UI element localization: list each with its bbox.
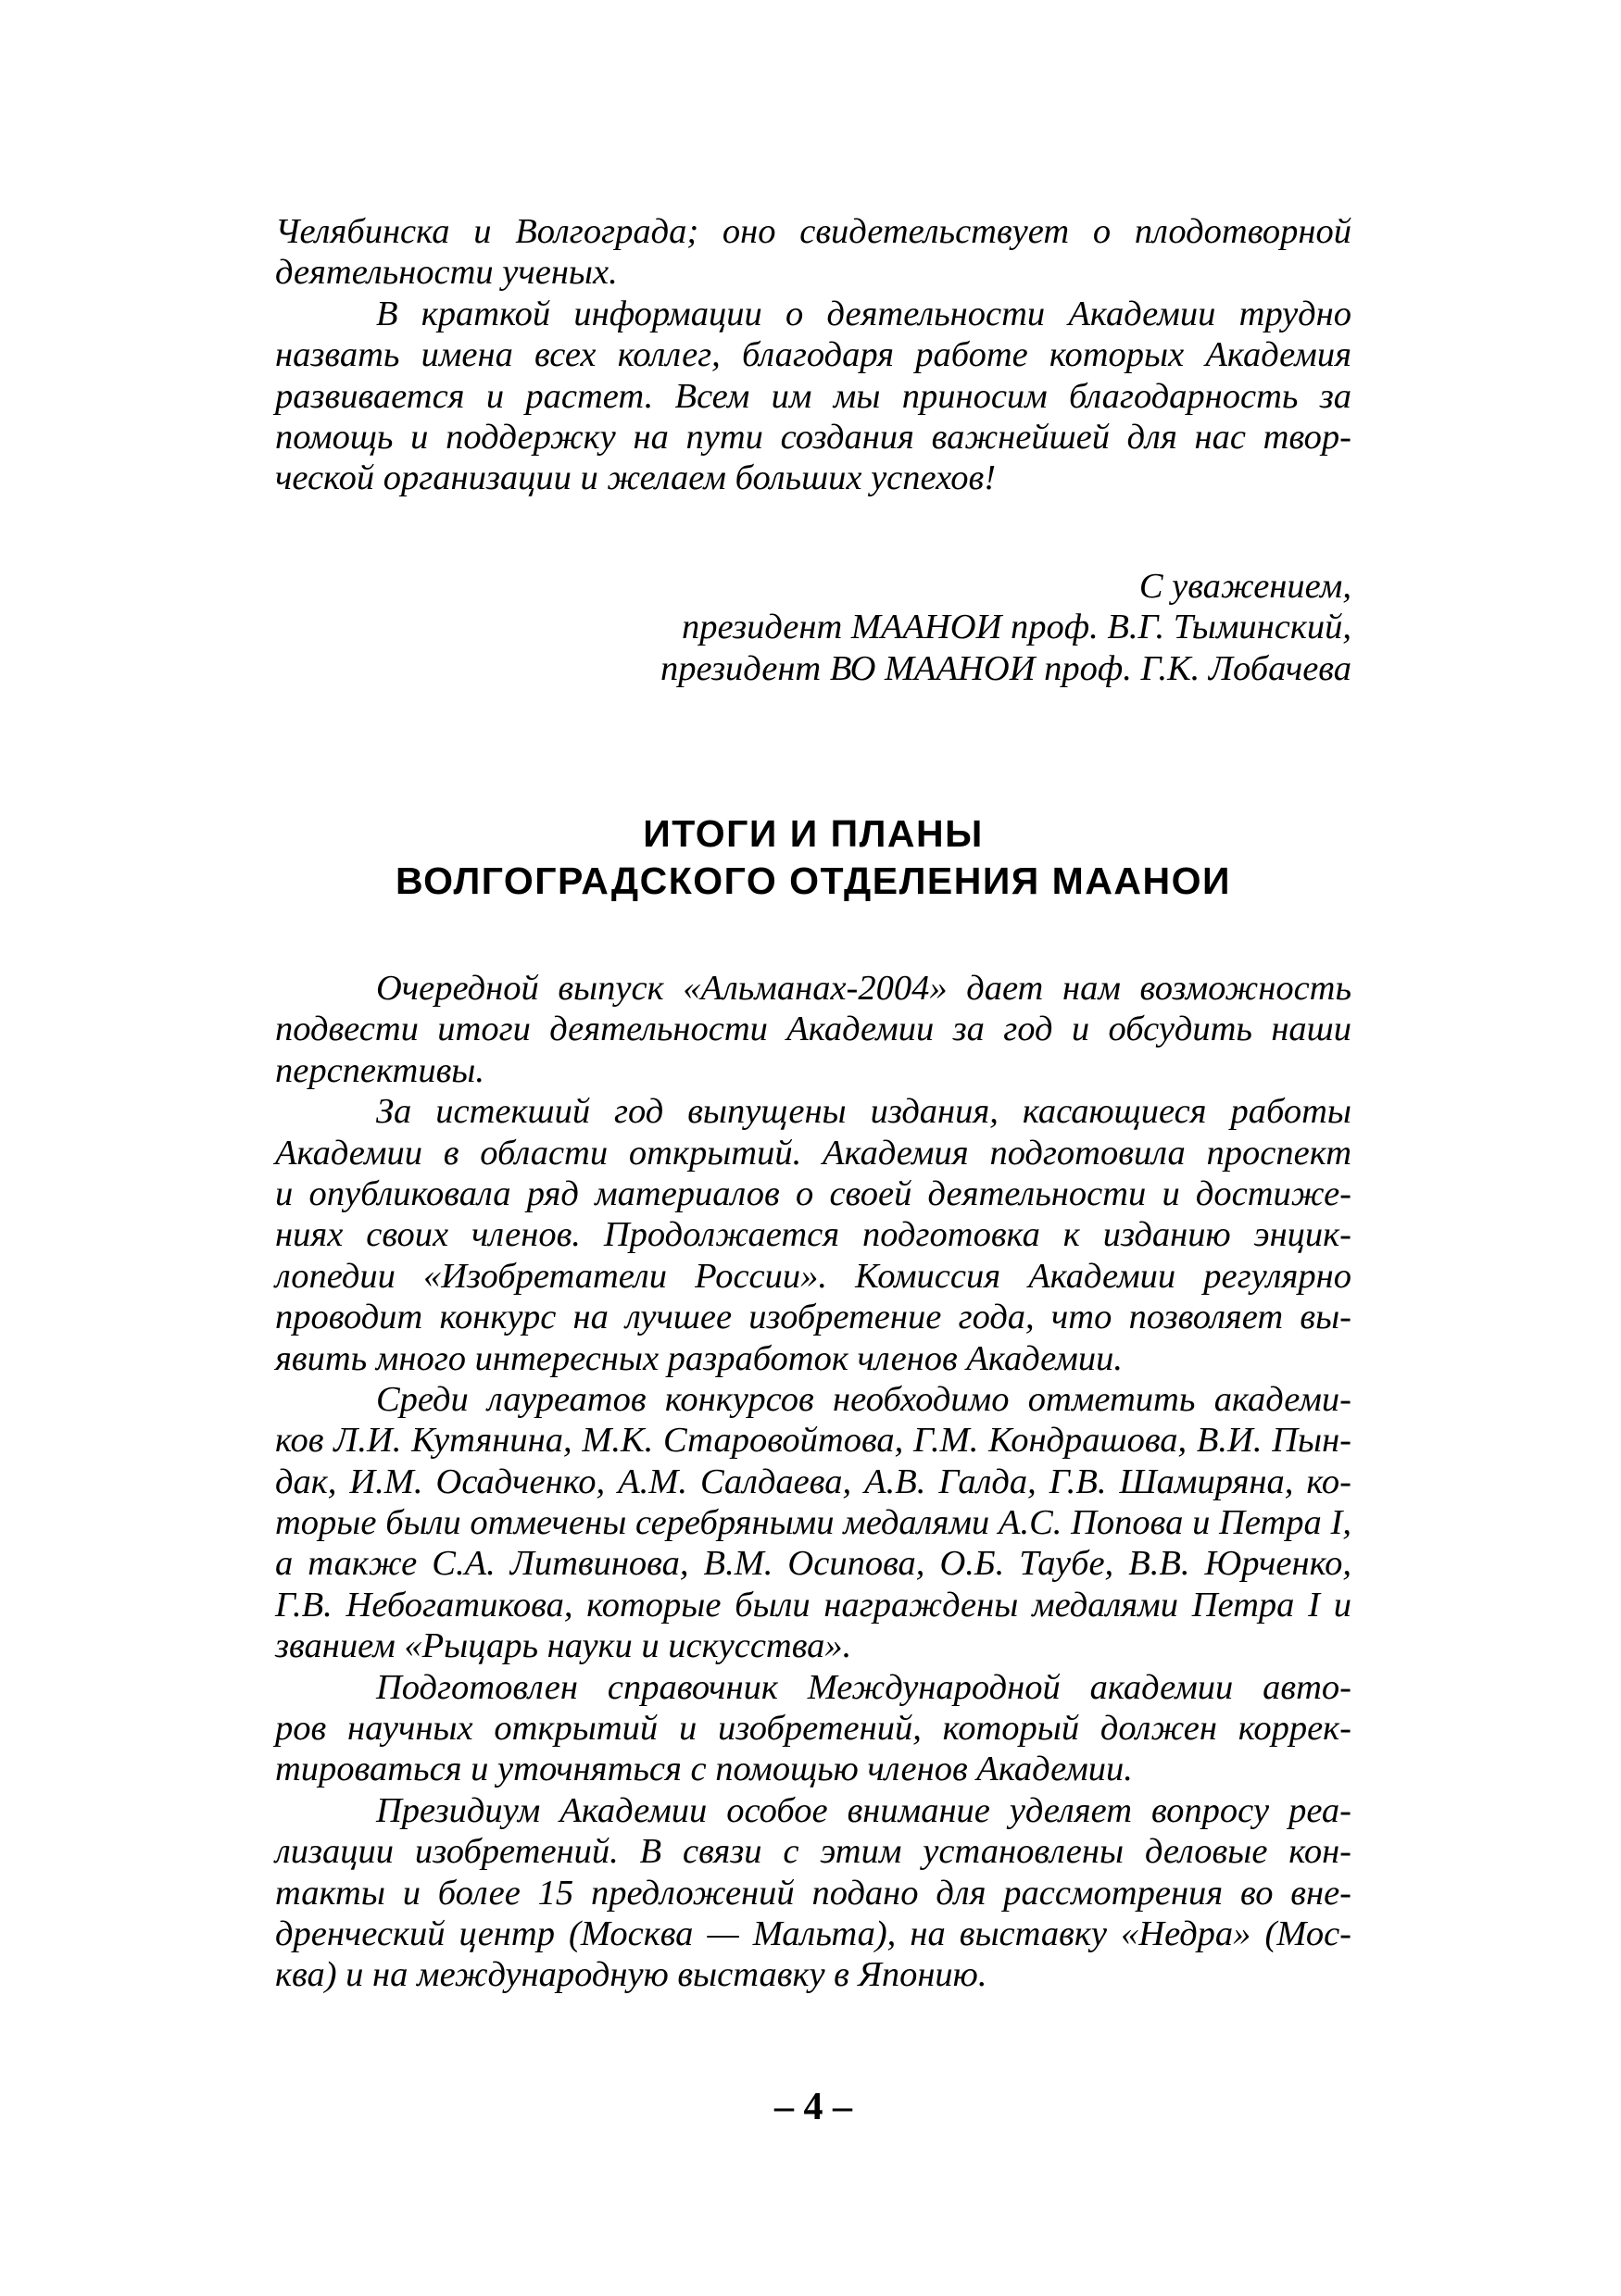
text-line: Академии в области открытий. Академия подготовила проспект: [275, 1133, 1351, 1173]
text-line: ков Л.И. Кутянина, М.К. Старовойтова, Г.М. Кондрашова, В.И. Пын-: [275, 1421, 1351, 1461]
text-line: За истекший год выпущены издания, касающиеся работы: [376, 1092, 1351, 1132]
text-line: подвести итоги деятельности Академии за год и обсудить наши: [275, 1010, 1351, 1049]
text-line: тироваться и уточняться с помощью членов Академии.: [275, 1750, 1133, 1789]
text-line: деятельности ученых.: [275, 253, 618, 293]
section-title-line: ВОЛГОГРАДСКОГО ОТДЕЛЕНИЯ МААНОИ: [395, 859, 1231, 902]
section-title-line: ИТОГИ И ПЛАНЫ: [643, 812, 984, 855]
text-line: дренческий центр (Москва — Мальта), на выставку «Недра» (Мос-: [275, 1913, 1351, 1953]
text-line: Очередной выпуск «Альманах-2004» дает нам возможность: [376, 969, 1351, 1008]
text-line: званием «Рыцарь науки и искусства».: [275, 1626, 852, 1666]
signature-greeting: С уважением,: [1138, 567, 1351, 606]
text-line: лопедии «Изобретатели России». Комиссия Академии регулярно: [275, 1256, 1351, 1296]
signature-line: президент ВО МААНОИ проф. Г.К. Лобачева: [660, 648, 1351, 688]
text-line: такты и более 15 предложений подано для рассмотрения во вне-: [275, 1873, 1351, 1913]
section-title: [275, 810, 1351, 905]
text-line: перспективы.: [275, 1050, 484, 1090]
page-number: – 4 –: [774, 2086, 852, 2128]
text-line: ров научных открытий и изобретений, который должен коррек-: [275, 1709, 1351, 1749]
text-line: дак, И.М. Осадченко, А.М. Салдаева, А.В. Галда, Г.В. Шамиряна, ко-: [275, 1462, 1351, 1501]
text-line: ческой организации и желаем больших успехов!: [275, 458, 997, 498]
body-text: [275, 968, 1351, 1996]
text-line: помощь и поддержку на пути создания важнейшей для нас твор-: [275, 417, 1351, 457]
text-line: Среди лауреатов конкурсов необходимо отметить академи-: [376, 1379, 1351, 1419]
signature-line: президент МААНОИ проф. В.Г. Тыминский,: [681, 608, 1351, 647]
text-line: Президиум Академии особое внимание уделяет вопросу реа-: [376, 1790, 1351, 1830]
text-line: Челябинска и Волгограда; оно свидетельствует о плодотворной: [275, 212, 1351, 251]
text-line: явить много интересных разработок членов Академии.: [275, 1338, 1123, 1378]
text-line: развивается и растет. Всем им мы приносим благодарность за: [275, 376, 1351, 416]
text-line: торые были отмечены серебряными медалями А.С. Попова и Петра I,: [275, 1503, 1351, 1543]
signature-block: [519, 566, 1351, 689]
text-line: лизации изобретений. В связи с этим установлены деловые кон-: [275, 1832, 1351, 1872]
text-line: Г.В. Небогатикова, которые были награждены медалями Петра I и: [275, 1585, 1351, 1625]
text-line: Подготовлен справочник Международной академии авто-: [376, 1667, 1351, 1707]
text-line: и опубликовала ряд материалов о своей деятельности и достиже-: [275, 1173, 1351, 1213]
intro-text: [275, 211, 1351, 499]
text-line: назвать имена всех коллег, благодаря работе которых Академия: [275, 335, 1351, 375]
text-line: ква) и на международную выставку в Японию.: [275, 1955, 987, 1995]
text-line: В краткой информации о деятельности Академии трудно: [376, 294, 1351, 333]
text-line: а также С.А. Литвинова, В.М. Осипова, О.Б. Таубе, В.В. Юрченко,: [275, 1544, 1351, 1584]
text-line: проводит конкурс на лучшее изобретение года, что позволяет вы-: [275, 1298, 1351, 1337]
text-line: ниях своих членов. Продолжается подготовка к изданию энцик-: [275, 1215, 1351, 1255]
